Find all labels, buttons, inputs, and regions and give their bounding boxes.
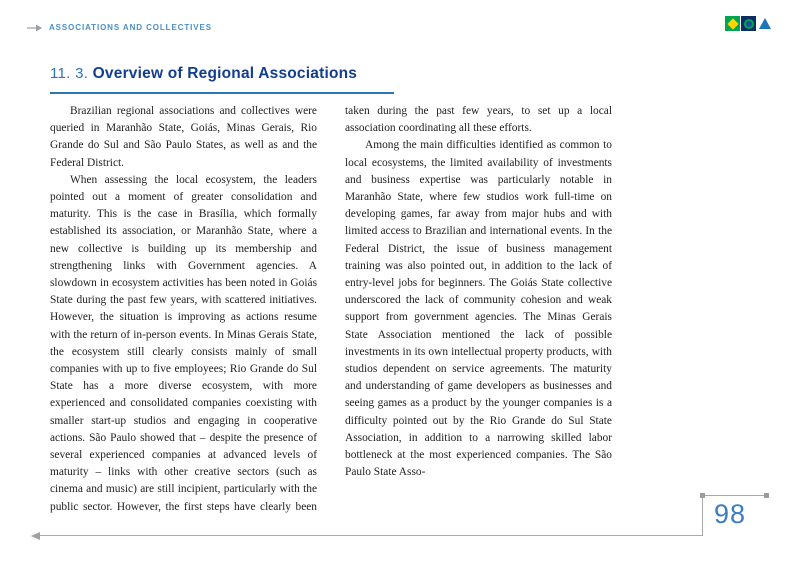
page-marker-line: [702, 495, 768, 496]
diamond-icon: [725, 16, 740, 31]
back-arrow-icon: [31, 532, 40, 540]
paragraph: Brazilian regional associations and collectives were queried in Maranhão State, Goiás, Minas Gerais, Rio Grande do Sul and São Paulo States, as well as and the Federal District.: [50, 105, 317, 169]
section-number: 11. 3.: [50, 65, 89, 82]
triangle-icon: [757, 16, 772, 31]
paragraph: Among the main difficulties identified as common to local ecosystems, the limited availability of investments and business expertise was particularly notable in Maranhão State, where few studios work full-time on developing games, far away from major hubs and with limited access to Brazilian and international events. In the Federal District, the issue of business management training was also pointed out, in addition to the lack of entry-level jobs for beginners. The Goiás State collective underscored the lack of community cohesion and weak support from government agencies. The Minas Gerais State Association mentioned the lack of possible investments in its own intellectual property products, with studios dependent on service agreements. The maturity and understanding of game developers as businesses and seeing games as a product by the younger companies is a difficulty pointed out by the Rio Grande do Sul State Association, in addition to a narrowing skilled labor bottleneck at the most experienced companies. The São Paulo State Asso-: [345, 139, 612, 479]
publication-logo: [725, 16, 772, 31]
body-text: [50, 103, 612, 521]
footer-rule: [40, 535, 702, 536]
section-heading: [50, 65, 394, 94]
marker-square-right: [764, 493, 769, 498]
page-marker-vertical-line: [702, 495, 703, 536]
circle-icon: [741, 16, 756, 31]
section-title: Overview of Regional Associations: [92, 65, 358, 82]
running-header: [27, 23, 212, 32]
paragraph: When assessing the local ecosystem, the leaders pointed out a moment of greater consolidation and maturity. This is the case in Brasília, which formally established its association, or Maranhão State, where a new collective is building up its membership and strengthening links with Government agencies. A slowdown in ecosystem activities has been noted in Goiás State during the past few years, with scattered initiatives. However, the situation is improving as actions resume with the return of in-person events. In Minas Gerais State, the ecosystem still clearly consists mainly of small companies with up to five employees; Rio Grande do Sul State has a more diverse ecosystem, with more experienced and consolidated companies coexisting with smaller start-up studios and engaging in cooperative actions. São Paulo showed that – despite the presence of several experienced companies at advanced levels of maturity – links with other creative sectors (such as cinema and music) are still incipient, particularly with the public sector. However, the first steps have clearly been taken during the past few years, to set up a local association coordinating all these efforts.: [50, 105, 612, 513]
page-number: 98: [714, 499, 747, 529]
breadcrumb: ASSOCIATIONS AND COLLECTIVES: [49, 23, 212, 32]
forward-arrow-icon: [27, 24, 42, 32]
